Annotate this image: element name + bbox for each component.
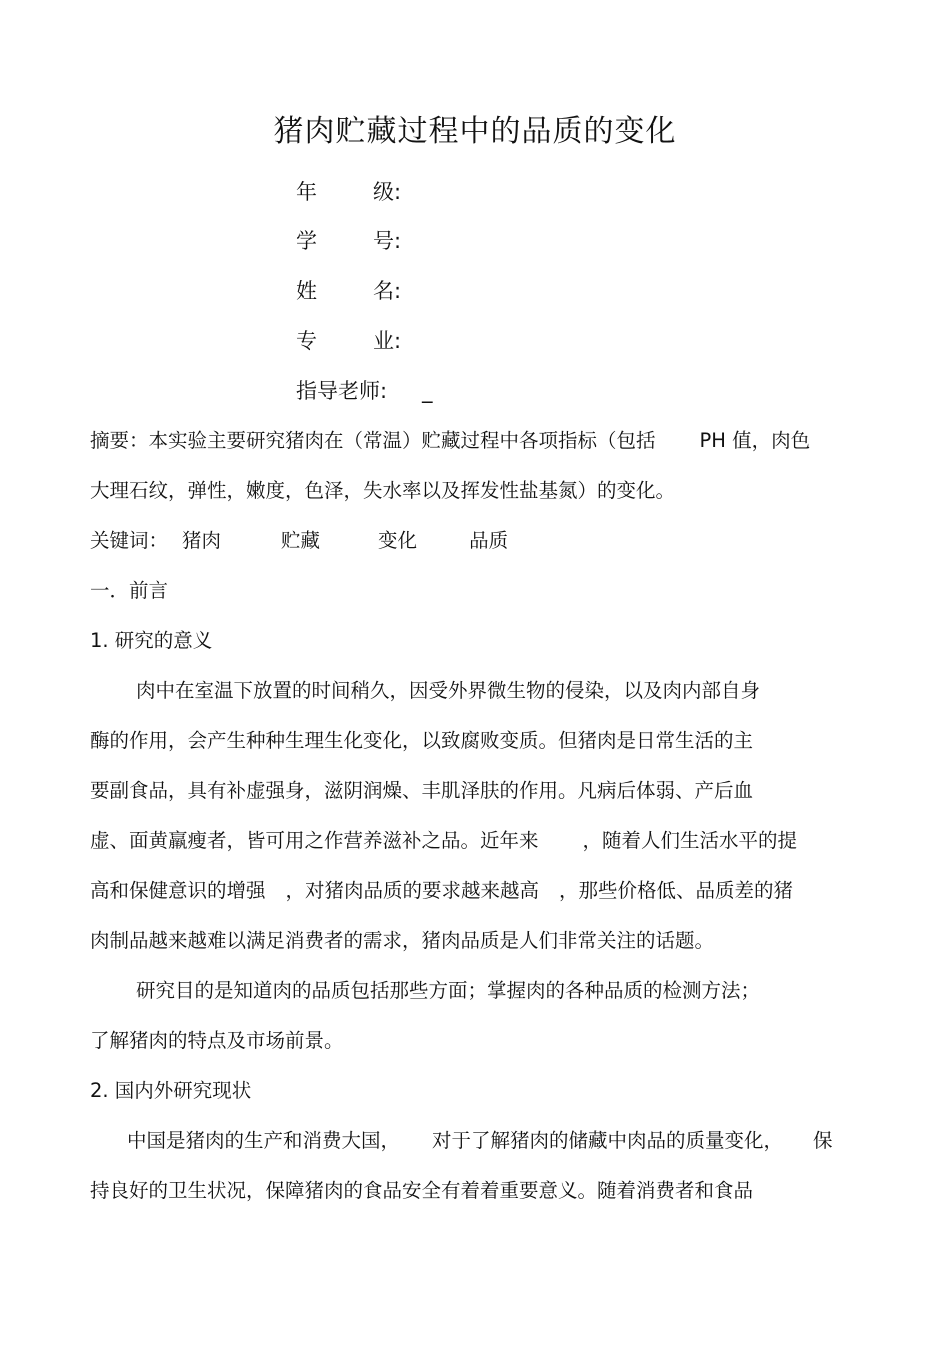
info-label: 学 [296,229,317,253]
body-line: 了解猪肉的特点及市场前景。 [90,1029,344,1052]
info-label: 指导老师: [296,379,388,403]
info-label: 级: [373,180,402,204]
info-row-advisor [296,376,496,406]
abstract-text: PH 值，肉色 [699,429,811,452]
body-text: ，对猪肉品质的要求越来越高 [285,879,540,902]
body-text: ，那些价格低、品质差的猪 [559,879,794,902]
body-line: 持良好的卫生状况，保障猪肉的食品安全有着着重要意义。随着消费者和食品 [90,1179,754,1202]
body-text: 虚、面黄羸瘦者，皆可用之作营养滋补之品。近年来 [90,829,539,852]
body-line: 研究目的是知道肉的品质包括那些方面；掌握肉的各种品质的检测方法； [136,979,761,1002]
info-label: 年 [296,180,317,204]
body-text: 中国是猪肉的生产和消费大国， [127,1129,401,1152]
body-line [90,876,793,906]
subsection-heading: 1. 研究的意义 [90,629,213,652]
section-heading: 一．前言 [90,579,169,602]
info-label: 业: [373,329,402,353]
body-line: 肉中在室温下放置的时间稍久，因受外界微生物的侵染，以及肉内部自身 [136,679,761,702]
body-text: 高和保健意识的增强 [90,879,266,902]
keywords-label: 关键词： [90,529,169,552]
body-line [127,1126,833,1156]
info-blank: _ [422,379,433,403]
info-label: 专 [296,329,317,353]
abstract-line: 大理石纹，弹性，嫩度，色泽，失水率以及挥发性盐基氮）的变化。 [90,479,676,502]
keywords-line [90,526,508,556]
keyword: 猪肉 [182,529,222,552]
body-line: 要副食品，具有补虚强身，滋阴润燥、丰肌泽肤的作用。凡病后体弱、产后血 [90,779,754,802]
body-line: 酶的作用，会产生种种生理生化变化，以致腐败变质。但猪肉是日常生活的主 [90,729,754,752]
body-line [90,826,797,856]
abstract-line [90,426,810,456]
info-label: 名: [373,279,402,303]
abstract-text: 摘要：本实验主要研究猪肉在（常温）贮藏过程中各项指标（包括 [90,429,656,452]
body-text: ，随着人们生活水平的提 [582,829,798,852]
subsection-heading: 2. 国内外研究现状 [90,1079,252,1102]
page-title: 猪肉贮藏过程中的品质的变化 [273,114,677,149]
info-label: 号: [373,229,402,253]
body-text: 保 [813,1129,833,1152]
info-label: 姓 [296,279,317,303]
body-text: 对于了解猪肉的储藏中肉品的质量变化， [432,1129,784,1152]
keyword: 变化 [378,529,418,552]
keyword: 品质 [469,529,509,552]
keyword: 贮藏 [281,529,321,552]
body-line: 肉制品越来越难以满足消费者的需求，猪肉品质是人们非常关注的话题。 [90,929,715,952]
